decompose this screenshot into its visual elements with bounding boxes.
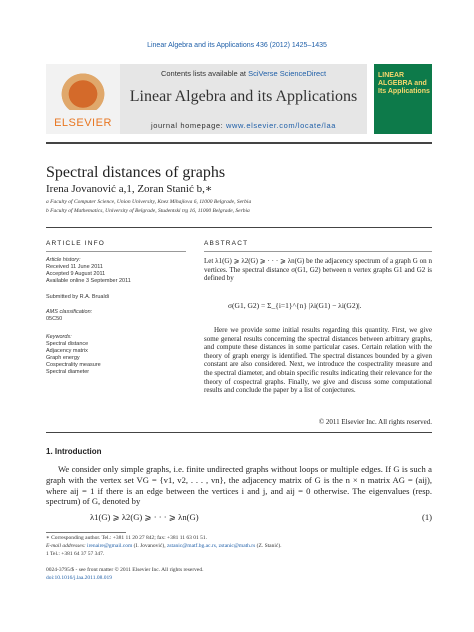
cover-title: LINEAR ALGEBRA and Its Applications xyxy=(378,72,430,95)
ams-classification xyxy=(46,309,166,323)
abstract-paragraph-2: Here we provide some initial results regarding this quantity. First, we give some general results concerning the spectral distances between arbitrary graphs, and compute these distances in some particular cases. Certain relation with the theory of graph energy is identified. The spectral distances bounded by a given constant are also considered. Next, we introduce the cospectrality measure and the spectral diameter, and obtain specific results indicating their relevance for the theory of cospectral graphs. Finally, we give and discuss some computational results and conclude the paper by a list of conjectures. xyxy=(204,326,432,395)
section-heading: 1. Introduction xyxy=(46,447,102,456)
email-label: E-mail addresses: xyxy=(46,543,88,549)
ams-label: AMS classification: xyxy=(46,309,93,315)
ams-code: 05C50 xyxy=(46,316,63,322)
affiliation-b: b Faculty of Mathematics, University of Belgrade, Studentski trg 16, 11000 Belgrade, Serbia xyxy=(46,208,250,214)
email-owner: (Z. Stanić). xyxy=(255,543,282,549)
footnote-rule xyxy=(46,532,126,533)
corresponding-author: ∗ Corresponding author. Tel.: +381 11 20 27 842; fax: +381 11 63 01 51. xyxy=(46,535,208,541)
accepted-date: Accepted 9 August 2011 xyxy=(46,271,106,277)
email-owner: (I. Jovanović), xyxy=(132,543,167,549)
journal-reference[interactable]: Linear Algebra and its Applications 436 (2012) 1425–1435 xyxy=(147,42,327,49)
keyword: Cospectrality measure xyxy=(46,362,101,368)
sciencedirect-link[interactable]: SciVerse ScienceDirect xyxy=(248,69,327,78)
elsevier-tree-icon xyxy=(58,70,108,110)
history-label: Article history: xyxy=(46,257,81,263)
abstract-rule xyxy=(204,251,432,252)
publisher-name: ELSEVIER xyxy=(54,117,112,129)
keywords-label: Keywords: xyxy=(46,334,72,340)
keywords xyxy=(46,334,166,376)
email-link[interactable]: zstanic@matf.bg.ac.rs, zstanic@math.rs xyxy=(166,543,256,549)
received-date: Received 11 June 2011 xyxy=(46,264,103,270)
keyword: Spectral diameter xyxy=(46,369,90,375)
online-date: Available online 3 September 2011 xyxy=(46,278,131,284)
eigenvalue-equation: λ1(G) ⩾ λ2(G) ⩾ · · · ⩾ λn(G) xyxy=(90,512,199,522)
header-rule xyxy=(46,142,432,144)
equation-number: (1) xyxy=(421,512,432,522)
email-link[interactable]: irenaire@gmail.com xyxy=(87,543,133,549)
doi-link[interactable]: doi:10.1016/j.laa.2011.08.019 xyxy=(46,575,112,581)
contents-line xyxy=(120,69,367,78)
issn-line: 0024-3795/$ - see front matter © 2011 Elsevier Inc. All rights reserved. xyxy=(46,567,204,573)
abstract-bottom-rule xyxy=(46,432,432,433)
submitted-by: Submitted by R.A. Brualdi xyxy=(46,294,109,300)
title-rule xyxy=(46,227,432,228)
keyword: Adjacency matrix xyxy=(46,348,88,354)
paper-title: Spectral distances of graphs xyxy=(46,164,226,181)
article-history xyxy=(46,257,166,285)
abstract-heading: ABSTRACT xyxy=(204,240,249,247)
keyword: Graph energy xyxy=(46,355,80,361)
copyright: © 2011 Elsevier Inc. All rights reserved. xyxy=(318,418,432,426)
email-addresses xyxy=(46,543,282,550)
affiliation-a: a Faculty of Computer Science, Union University, Knez Mihajlova 6, 11000 Belgrade, Serbia xyxy=(46,199,252,205)
doi-line xyxy=(46,575,112,582)
article-info-rule xyxy=(46,251,186,252)
abstract-formula: σ(G1, G2) = Σ_{i=1}^{n} |λi(G1) − λi(G2)|. xyxy=(228,301,362,310)
homepage-prefix: journal homepage: xyxy=(150,121,226,130)
telephone-footnote: 1 Tel.: +381 64 37 57 347. xyxy=(46,551,105,557)
article-info-heading: ARTICLE INFO xyxy=(46,240,106,247)
keyword: Spectral distance xyxy=(46,341,89,347)
homepage-link[interactable]: www.elsevier.com/locate/laa xyxy=(226,121,336,130)
journal-title: Linear Algebra and its Applications xyxy=(129,88,358,105)
authors: Irena Jovanović a,1, Zoran Stanić b,∗ xyxy=(46,183,213,195)
intro-paragraph: We consider only simple graphs, i.e. finite undirected graphs without loops or multiple edges. If G is such a graph with the vertex set VG = {v1, v2, . . . , vn}, the adjacency matrix of G is the n × n matrix AG = (aij), where aij = 1 if there is an edge between the vertices i and j, and aij = 0 otherwise. The eigenvalues (resp. spectrum) of G, denoted by xyxy=(46,464,432,507)
journal-homepage xyxy=(120,121,367,130)
abstract-paragraph-1: Let λ1(G) ⩾ λ2(G) ⩾ · · · ⩾ λn(G) be the adjacency spectrum of a graph G on n vertices. The spectral distance σ(G1, G2) between n vertex graphs G1 and G2 is defined by xyxy=(204,257,432,283)
contents-prefix: Contents lists available at xyxy=(160,69,249,78)
